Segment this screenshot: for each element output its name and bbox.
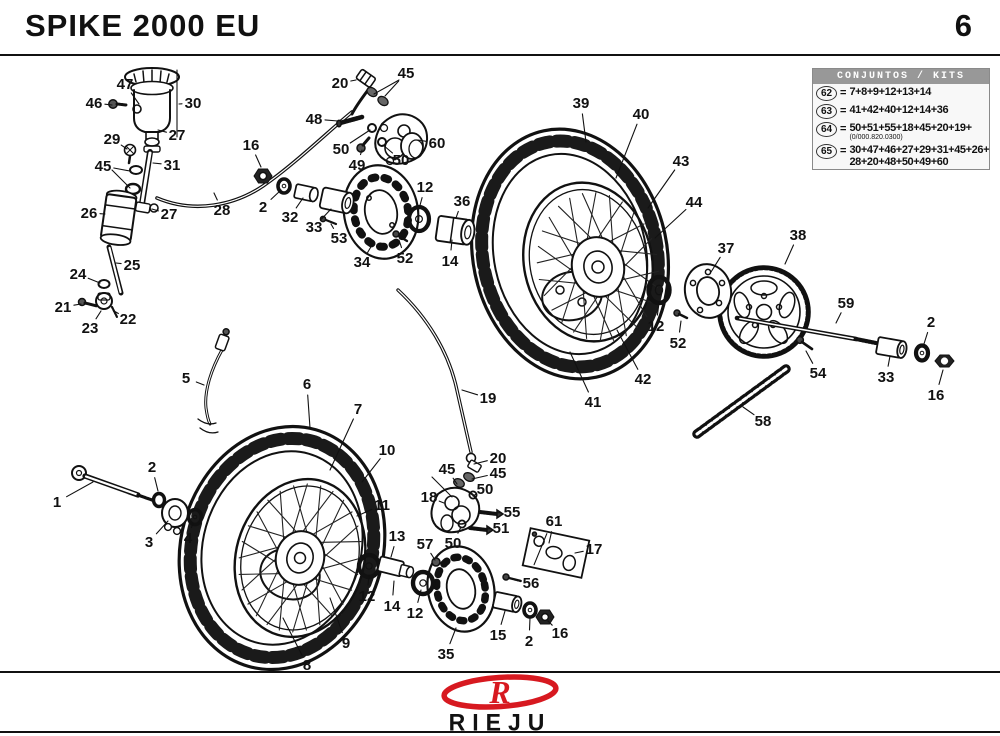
leader-line-45 [114, 168, 130, 171]
leader-line-35 [450, 628, 456, 644]
part-callout-18: 18 [421, 489, 438, 506]
part-callout-27: 27 [161, 206, 178, 223]
part-callout-37: 37 [718, 240, 735, 257]
part-callout-42: 42 [635, 371, 652, 388]
leader-line-14 [393, 581, 394, 595]
part-callout-45: 45 [95, 158, 112, 175]
part-callout-10: 10 [379, 442, 396, 459]
brand-name: RIEJU [0, 712, 1000, 733]
part-callout-16: 16 [928, 387, 945, 404]
spoke [294, 486, 309, 537]
part-callout-45: 45 [439, 461, 456, 478]
cylinder-body-26 [100, 189, 137, 247]
part-callout-59: 59 [838, 295, 855, 312]
part-callout-9: 9 [342, 635, 350, 652]
front-axle-assembly [72, 466, 202, 534]
leader-line-25 [116, 263, 121, 264]
kit-equals: = [840, 104, 846, 118]
kit-number: 64 [816, 122, 837, 137]
leader-line-28 [214, 193, 217, 200]
outlet-27 [135, 202, 158, 213]
spoke [257, 512, 280, 555]
kit-formula-line2: 28+20+48+50+49+60 [849, 156, 989, 168]
leader-line-33 [322, 209, 331, 219]
part-callout-6: 6 [303, 376, 311, 393]
washer-24 [99, 280, 110, 288]
kit-number: 65 [816, 144, 837, 159]
part-callout-58: 58 [755, 413, 772, 430]
part-callout-24: 24 [70, 266, 87, 283]
spoke [268, 500, 300, 535]
spoke [320, 526, 358, 561]
part-callout-27: 27 [169, 127, 186, 144]
part-callout-22: 22 [120, 311, 137, 328]
leader-line-31 [153, 163, 161, 164]
leader-line-19 [462, 390, 478, 395]
part-callout-50: 50 [393, 152, 410, 169]
screw-54 [797, 337, 812, 349]
bolt-13-spacer-14 [377, 556, 415, 579]
part-callout-8: 8 [303, 657, 311, 674]
rear-caliper-assembly [337, 69, 427, 165]
part-callout-14: 14 [384, 598, 401, 615]
part-callout-13: 13 [389, 528, 406, 545]
leader-line-15 [501, 611, 505, 624]
part-callout-2: 2 [148, 459, 156, 476]
kit-equals: = [840, 144, 846, 158]
part-callout-12: 12 [648, 318, 665, 335]
part-callout-52: 52 [397, 250, 414, 267]
kit-formula: 50+51+55+18+45+20+19+ (0/000.820.0300) [849, 122, 971, 141]
bolt-46 [109, 100, 126, 108]
spacer-15 [493, 592, 523, 613]
part-callout-53: 53 [331, 230, 348, 247]
logo-letter: R [488, 674, 510, 710]
spoke [320, 500, 344, 551]
part-callout-7: 7 [354, 401, 362, 418]
part-callout-45: 45 [490, 465, 507, 482]
speedo-cable-5 [198, 327, 232, 433]
rear-wheel-drawing [449, 111, 691, 398]
part-callout-32: 32 [282, 209, 299, 226]
bleed-screw-49 [357, 138, 369, 152]
part-callout-25: 25 [124, 257, 141, 274]
spacer-32 [294, 184, 319, 202]
leader-line-2 [271, 190, 281, 199]
leader-line-58 [743, 407, 754, 415]
leader-line-33 [888, 356, 890, 366]
leader-line-23 [96, 311, 101, 319]
part-callout-39: 39 [573, 95, 590, 112]
page-title: SPIKE 2000 EU [25, 8, 260, 44]
rear-axle-spacer-washer-nut [876, 337, 954, 367]
part-callout-47: 47 [117, 76, 134, 93]
leader-line-54 [806, 351, 813, 363]
washer-2c [524, 603, 536, 617]
clevis-23 [96, 293, 112, 309]
part-callout-1: 1 [53, 494, 61, 511]
part-callout-5: 5 [182, 370, 190, 387]
part-callout-20: 20 [490, 450, 507, 467]
part-callout-38: 38 [790, 227, 807, 244]
chain-segment [697, 369, 786, 434]
kit-note: (0/000.820.0300) [849, 134, 971, 141]
part-callout-16: 16 [552, 625, 569, 642]
screw-52-rear [674, 310, 687, 318]
part-callout-2: 2 [259, 199, 267, 216]
bolt-51 [470, 526, 493, 534]
bolt-21 [79, 299, 98, 307]
ball-57 [432, 558, 440, 566]
footer-divider [0, 671, 1000, 673]
part-callout-30: 30 [185, 95, 202, 112]
front-brake-hose-19 [398, 290, 482, 473]
kit-formula: 30+47+46+27+29+31+45+26+ 28+20+48+50+49+60 [849, 144, 989, 168]
kit-row [813, 120, 989, 142]
part-callout-60: 60 [429, 135, 446, 152]
part-callout-55: 55 [504, 504, 521, 521]
bushing-36-14 [435, 216, 476, 246]
kits-table-header: CONJUNTOS / KITS [813, 69, 989, 84]
leader-line-45 [385, 81, 399, 96]
part-callout-56: 56 [523, 575, 540, 592]
part-callout-50: 50 [477, 481, 494, 498]
leader-line-16 [256, 155, 261, 167]
spoke [316, 542, 361, 543]
spoke [291, 484, 307, 538]
kit-row [813, 84, 989, 102]
part-callout-52: 52 [670, 335, 687, 352]
banjo-bolt-20 [356, 69, 376, 88]
leader-line-47 [131, 93, 139, 104]
leader-line-52 [680, 321, 682, 332]
kit-formula: 7+8+9+12+13+14 [849, 86, 931, 98]
part-callout-11: 11 [374, 497, 390, 514]
part-callout-45: 45 [398, 65, 415, 82]
kit-equals: = [840, 122, 846, 136]
leader-line-2 [530, 618, 531, 630]
part-callout-2: 2 [525, 633, 533, 650]
part-callout-51: 51 [493, 520, 510, 537]
leader-line-5 [196, 382, 204, 385]
kit-number: 62 [816, 86, 837, 101]
rieju-logo-oval [425, 674, 575, 710]
leader-line-48 [325, 120, 338, 121]
part-callout-29: 29 [104, 131, 121, 148]
ring-45a [130, 166, 142, 174]
bolt-55 [480, 510, 503, 518]
part-callout-61: 61 [546, 513, 563, 530]
kit-formula: 41+42+40+12+14+36 [849, 104, 948, 116]
leader-line-39 [582, 114, 586, 142]
part-callout-36: 36 [454, 193, 471, 210]
spoke [320, 561, 343, 604]
part-callout-19: 19 [480, 390, 497, 407]
part-callout-41: 41 [585, 394, 602, 411]
part-callout-23: 23 [82, 320, 99, 337]
leader-line-2 [155, 478, 158, 491]
spoke [248, 526, 290, 539]
part-callout-44: 44 [686, 194, 703, 211]
kits-table-body [813, 84, 989, 169]
kit-equals: = [840, 86, 846, 100]
leader-line-6 [308, 395, 310, 428]
part-callout-54: 54 [810, 365, 827, 382]
part-callout-20: 20 [332, 75, 349, 92]
leader-line-36 [456, 211, 458, 218]
part-callout-12: 12 [417, 179, 434, 196]
brake-pad-kit [523, 528, 590, 578]
part-callout-26: 26 [81, 205, 98, 222]
switch-29 [125, 145, 136, 164]
part-callout-43: 43 [673, 153, 690, 170]
part-callout-16: 16 [243, 137, 260, 154]
leader-line-13 [391, 547, 394, 557]
leader-line-59 [836, 313, 841, 323]
kit-row [813, 102, 989, 120]
leader-line-1 [67, 482, 93, 497]
part-callout-3: 3 [145, 534, 153, 551]
leader-line-16 [939, 370, 943, 384]
part-callout-28: 28 [214, 202, 231, 219]
part-callout-12: 12 [407, 605, 424, 622]
part-callout-49: 49 [349, 157, 366, 174]
part-callout-33: 33 [878, 369, 895, 386]
part-callout-50: 50 [333, 141, 350, 158]
part-callout-17: 17 [586, 541, 603, 558]
part-callout-33: 33 [306, 219, 323, 236]
front-wheel-drawing [151, 402, 413, 694]
part-callout-35: 35 [438, 646, 455, 663]
part-callout-12: 12 [359, 588, 376, 605]
leader-line-24 [88, 278, 100, 283]
part-callout-21: 21 [55, 299, 72, 316]
page-number: 6 [955, 8, 972, 44]
rear-sprocket [718, 266, 810, 358]
part-callout-4: 4 [184, 530, 193, 547]
kit-number: 63 [816, 104, 837, 119]
part-callout-40: 40 [633, 106, 650, 123]
bottom-divider [0, 731, 1000, 733]
washer-2-front [154, 494, 165, 507]
leader-line-38 [785, 245, 794, 264]
bolt-48 [337, 117, 362, 127]
kit-row [813, 142, 989, 169]
leader-line-20 [351, 80, 356, 81]
part-callout-50: 50 [445, 535, 462, 552]
leader-line-43 [648, 170, 675, 208]
part-callout-14: 14 [442, 253, 459, 270]
part-callout-31: 31 [164, 157, 181, 174]
leader-line-53 [331, 224, 334, 228]
part-callout-48: 48 [306, 111, 323, 128]
part-callout-34: 34 [354, 254, 371, 271]
kits-table [812, 68, 990, 170]
brand-logo [0, 674, 1000, 732]
part-callout-46: 46 [86, 95, 103, 112]
part-callout-2: 2 [927, 314, 935, 331]
part-callout-57: 57 [417, 536, 434, 553]
part-callout-15: 15 [490, 627, 507, 644]
